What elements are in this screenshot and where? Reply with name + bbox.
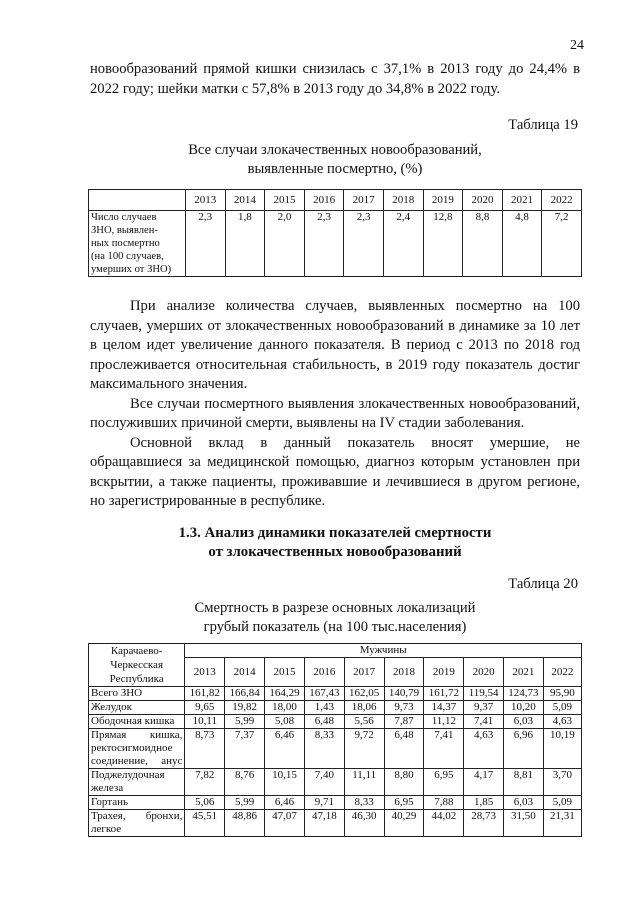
body-paragraphs — [90, 297, 580, 512]
table19-caption: Таблица 19 — [508, 117, 578, 133]
section-heading-line: от злокачественных новообразований — [208, 544, 462, 560]
page-number: 24 — [570, 38, 584, 53]
table20-value: 7,82 — [185, 769, 225, 796]
table20-value: 6,95 — [384, 796, 424, 810]
table20-value: 47,07 — [265, 810, 305, 837]
table20-value: 10,19 — [543, 729, 581, 769]
table19-value: 2,3 — [304, 211, 344, 277]
table20-value: 124,73 — [504, 687, 544, 701]
table20-year-header: 2019 — [424, 658, 464, 687]
table19-row — [89, 211, 582, 277]
table20-year-header: 2018 — [384, 658, 424, 687]
table20-value: 7,41 — [424, 729, 464, 769]
table19-year-header: 2019 — [423, 190, 463, 211]
table20-value: 1,43 — [304, 701, 344, 715]
table19-corner-cell — [89, 190, 186, 211]
body-paragraph: При анализе количества случаев, выявленных посмертно на 100 случаев, умерших от злокачественных новообразований в динамике за 10 лет в целом идет увеличение данного показателя. В период с 2013 по 2018 год прослеживается относительная стабильность, в 2019 году показатель достиг максимального значения. — [90, 298, 580, 392]
table20-row — [89, 687, 582, 701]
table20-year-header: 2020 — [464, 658, 504, 687]
table20-value: 10,15 — [265, 769, 305, 796]
table19-row-label-line: умерших от ЗНО) — [91, 264, 172, 275]
table20-row — [89, 769, 582, 796]
table20-year-header: 2015 — [265, 658, 305, 687]
table19-value: 2,4 — [383, 211, 423, 277]
table20-value: 7,88 — [424, 796, 464, 810]
table20-value: 18,06 — [344, 701, 384, 715]
table20-group-header: Мужчины — [185, 644, 582, 658]
table20-caption: Таблица 20 — [508, 576, 578, 592]
table20-value: 5,56 — [344, 715, 384, 729]
table20-title-line: грубый показатель (на 100 тыс.населения) — [203, 619, 467, 635]
table20-value: 44,02 — [424, 810, 464, 837]
table20-value: 11,11 — [344, 769, 384, 796]
table19-row-label-line: ЗНО, выявлен- — [91, 225, 158, 236]
top-paragraph-line: новообразований прямой кишки снизилась с 37,1% в 2013 году до 24,4% в — [90, 61, 580, 77]
table20-value: 3,70 — [543, 769, 581, 796]
table20-body — [89, 687, 582, 837]
table20-row-label: Прямая кишка, ректосигмоидное соединение, анус — [89, 729, 185, 769]
table19 — [88, 189, 582, 277]
table19-row-label-line: (на 100 случаев, — [91, 251, 164, 262]
table20-region-header-line: Карачаево- — [110, 645, 163, 657]
table20-value: 8,76 — [225, 769, 265, 796]
table20-header-row — [89, 644, 582, 658]
table19-value: 8,8 — [463, 211, 503, 277]
table20-year-header: 2021 — [504, 658, 544, 687]
table20-value: 19,82 — [225, 701, 265, 715]
table20-value: 9,72 — [344, 729, 384, 769]
table20-row — [89, 729, 582, 769]
table20-value: 5,99 — [225, 796, 265, 810]
table19-value: 2,3 — [186, 211, 226, 277]
table20-value: 6,96 — [504, 729, 544, 769]
table20-value: 9,37 — [464, 701, 504, 715]
table20-value: 6,48 — [304, 715, 344, 729]
table19-title — [90, 141, 580, 179]
table19-value: 4,8 — [502, 211, 542, 277]
table19-year-header: 2018 — [383, 190, 423, 211]
table20-value: 6,46 — [265, 729, 305, 769]
table20-value: 10,11 — [185, 715, 225, 729]
table20-region-header — [89, 644, 185, 687]
table20-row — [89, 715, 582, 729]
table20-region-header-line: Черкесская — [110, 659, 164, 671]
table20-value: 6,46 — [265, 796, 305, 810]
table20-value: 40,29 — [384, 810, 424, 837]
table20-year-header: 2016 — [304, 658, 344, 687]
table20-year-header: 2022 — [543, 658, 581, 687]
table19-header-row — [89, 190, 582, 211]
table20-value: 7,40 — [304, 769, 344, 796]
section-heading-line: 1.3. Анализ динамики показателей смертности — [178, 525, 492, 541]
table19-row-label-line: ных посмертно — [91, 238, 160, 249]
table19-value: 7,2 — [542, 211, 582, 277]
table20-value: 47,18 — [304, 810, 344, 837]
table20-value: 5,08 — [265, 715, 305, 729]
table20-value: 8,81 — [504, 769, 544, 796]
table20-row — [89, 796, 582, 810]
table20-value: 11,12 — [424, 715, 464, 729]
table20-value: 140,79 — [384, 687, 424, 701]
table20-value: 8,33 — [344, 796, 384, 810]
table20-row-label: Всего ЗНО — [89, 687, 185, 701]
table20-year-header: 2014 — [225, 658, 265, 687]
table20-value: 119,54 — [464, 687, 504, 701]
table20-row — [89, 810, 582, 837]
table20-value: 167,43 — [304, 687, 344, 701]
section-heading — [90, 524, 580, 562]
table19-row-label — [89, 211, 186, 277]
table20-value: 5,99 — [225, 715, 265, 729]
table19-value: 2,0 — [265, 211, 305, 277]
table20-value: 4,17 — [464, 769, 504, 796]
table20-value: 7,87 — [384, 715, 424, 729]
table19-year-header: 2014 — [225, 190, 265, 211]
table20-year-header: 2017 — [344, 658, 384, 687]
table19-year-header: 2016 — [304, 190, 344, 211]
table19-title-line: Все случаи злокачественных новообразований, — [188, 142, 482, 158]
table20-row-label: Гортань — [89, 796, 185, 810]
table20-region-header-line: Республика — [109, 673, 164, 685]
table19-year-header: 2021 — [502, 190, 542, 211]
table20-year-header: 2013 — [185, 658, 225, 687]
table20-value: 166,84 — [225, 687, 265, 701]
table19-year-header: 2020 — [463, 190, 503, 211]
table19-value: 1,8 — [225, 211, 265, 277]
table19-row-label-line: Число случаев — [91, 212, 157, 223]
table20-value: 48,86 — [225, 810, 265, 837]
table20-value: 164,29 — [265, 687, 305, 701]
table20 — [88, 643, 582, 837]
table20-value: 9,65 — [185, 701, 225, 715]
table20-value: 9,71 — [304, 796, 344, 810]
table20-value: 28,73 — [464, 810, 504, 837]
table20-row — [89, 701, 582, 715]
table20-row-label: Трахея, бронхи, легкое — [89, 810, 185, 837]
table20-value: 4,63 — [464, 729, 504, 769]
table20-value: 10,20 — [504, 701, 544, 715]
body-paragraph: Основной вклад в данный показатель вносят умершие, не обращавшиеся за медицинской помощью, диагноз которым установлен при вскрытии, а также пациенты, проживавшие и лечившиеся в другом регионе, но зарегистрированные в республике. — [90, 434, 580, 509]
table19-value: 2,3 — [344, 211, 384, 277]
table20-value: 7,41 — [464, 715, 504, 729]
table20-value: 5,09 — [543, 796, 581, 810]
table20-title-line: Смертность в разрезе основных локализаций — [194, 600, 476, 616]
table20-value: 4,63 — [543, 715, 581, 729]
table20-value: 6,03 — [504, 715, 544, 729]
table20-value: 5,06 — [185, 796, 225, 810]
table19-year-header: 2022 — [542, 190, 582, 211]
table19-value: 12,8 — [423, 211, 463, 277]
table20-value: 18,00 — [265, 701, 305, 715]
table20-value: 7,37 — [225, 729, 265, 769]
body-paragraph: Все случаи посмертного выявления злокачественных новообразований, послуживших причиной смерти, выявлены на IV стадии заболевания. — [90, 395, 580, 431]
table19-year-header: 2017 — [344, 190, 384, 211]
table20-value: 161,72 — [424, 687, 464, 701]
table20-value: 21,31 — [543, 810, 581, 837]
table20-value: 6,03 — [504, 796, 544, 810]
table20-row-label: Поджелудочная железа — [89, 769, 185, 796]
table20-value: 161,82 — [185, 687, 225, 701]
top-paragraph-line: 2022 году; шейки матки с 57,8% в 2013 году до 34,8% в 2022 году. — [90, 80, 501, 97]
table20-value: 162,05 — [344, 687, 384, 701]
table20-value: 9,73 — [384, 701, 424, 715]
table20-value: 8,80 — [384, 769, 424, 796]
table20-value: 8,73 — [185, 729, 225, 769]
table20-value: 46,30 — [344, 810, 384, 837]
table19-year-header: 2013 — [186, 190, 226, 211]
table20-value: 6,95 — [424, 769, 464, 796]
table19-year-header: 2015 — [265, 190, 305, 211]
table20-value: 6,48 — [384, 729, 424, 769]
table20-value: 45,51 — [185, 810, 225, 837]
table20-value: 14,37 — [424, 701, 464, 715]
table20-value: 95,90 — [543, 687, 581, 701]
table20-value: 8,33 — [304, 729, 344, 769]
table20-row-label: Желудок — [89, 701, 185, 715]
table20-title — [90, 599, 580, 637]
table20-value: 31,50 — [504, 810, 544, 837]
top-paragraph — [90, 60, 580, 99]
table20-value: 1,85 — [464, 796, 504, 810]
table20-row-label: Ободочная кишка — [89, 715, 185, 729]
table20-value: 5,09 — [543, 701, 581, 715]
table19-title-line: выявленные посмертно, (%) — [247, 161, 423, 177]
